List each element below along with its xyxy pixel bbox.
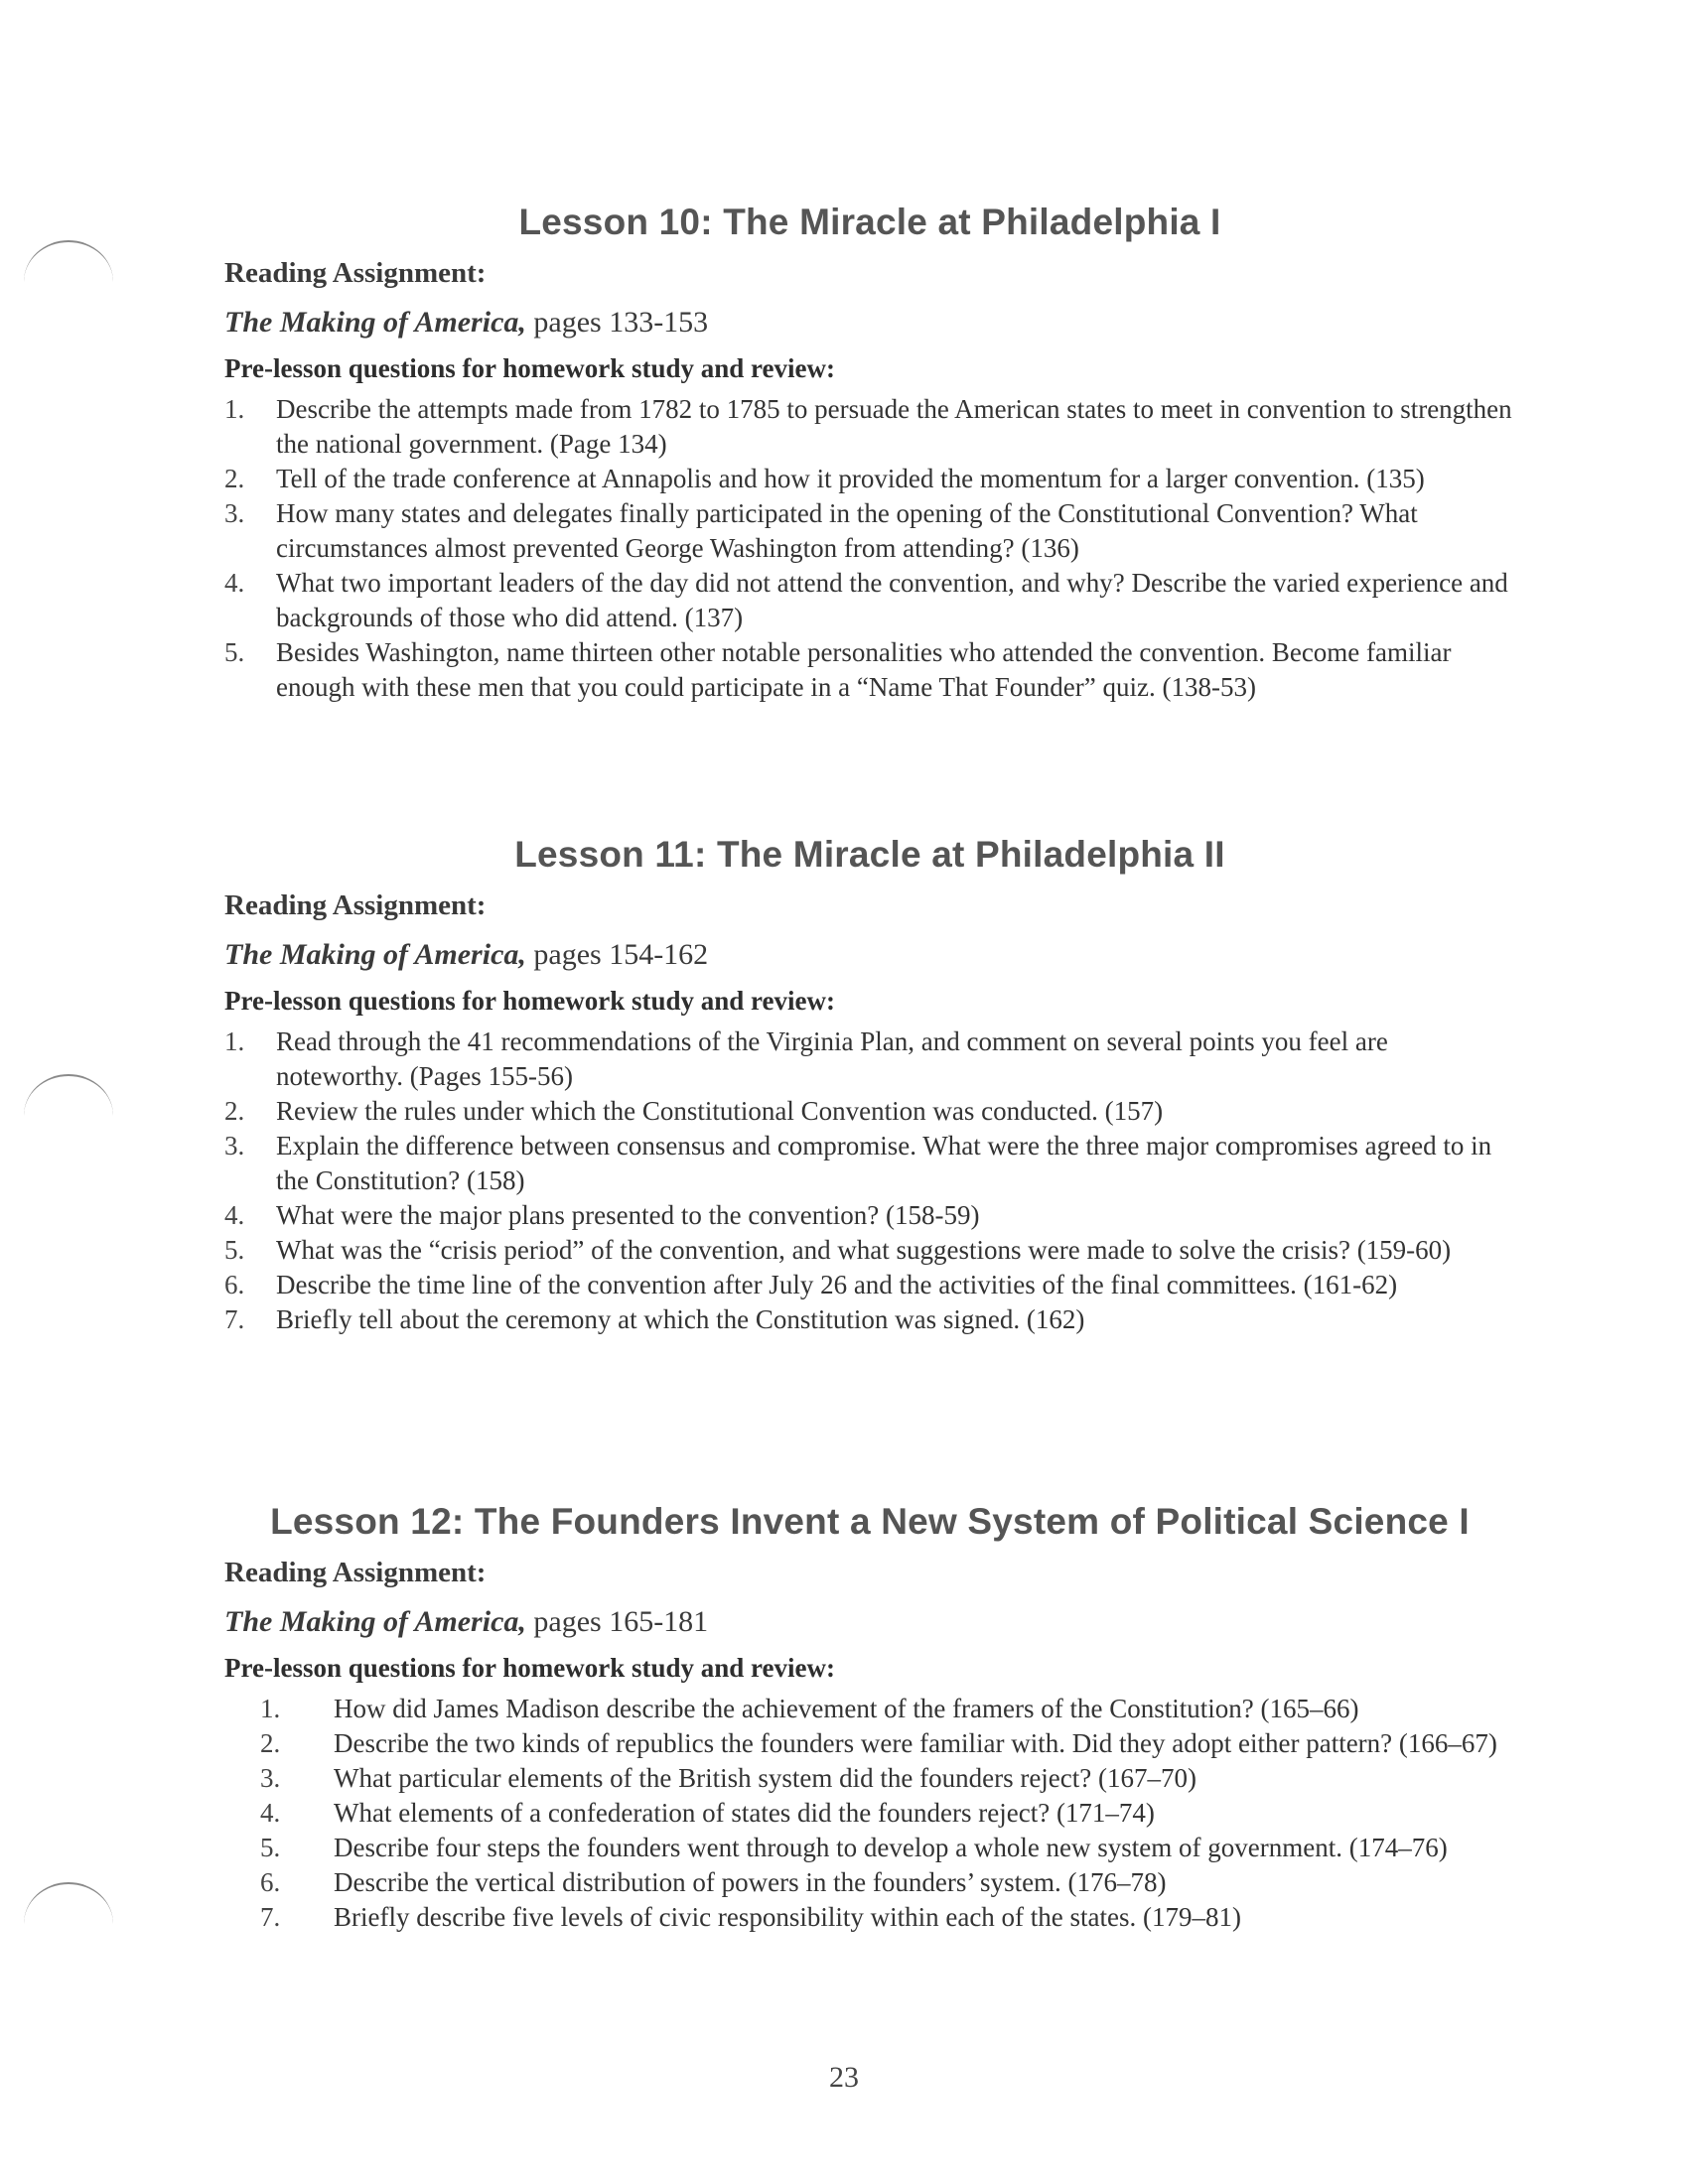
page-range: pages 154-162	[525, 938, 709, 971]
question-text: What was the “crisis period” of the convention, and what suggestions were made to solve the crisis? (159-60)	[276, 1235, 1452, 1265]
reading-assignment-line	[224, 306, 1515, 340]
question-item	[224, 1233, 1515, 1268]
question-item	[224, 462, 1515, 496]
question-item	[224, 1761, 1515, 1796]
question-text: Briefly describe five levels of civic responsibility within each of the states. (179–81)	[334, 1902, 1241, 1932]
question-item	[224, 1865, 1515, 1900]
question-text: What were the major plans presented to the convention? (158-59)	[276, 1200, 980, 1230]
question-number: 6.	[260, 1867, 281, 1897]
lesson-title: Lesson 12: The Founders Invent a New System of Political Science I	[270, 1501, 1470, 1542]
binder-hole-mark	[24, 1074, 113, 1116]
question-number: 1.	[260, 1694, 281, 1723]
reading-assignment-label: Reading Assignment:	[224, 889, 487, 921]
question-number: 4.	[224, 568, 245, 598]
question-text: What two important leaders of the day did not attend the convention, and why? Describe the varied experience and backgrounds of those who did attend. (137)	[276, 568, 1508, 632]
lesson-title: Lesson 11: The Miracle at Philadelphia II	[514, 834, 1225, 875]
book-title: The Making of America,	[224, 938, 526, 971]
question-item	[224, 392, 1515, 462]
question-number: 2.	[224, 464, 245, 493]
question-number: 5.	[224, 1235, 245, 1265]
page-range: pages 133-153	[525, 306, 709, 339]
reading-assignment-line	[224, 1605, 1515, 1639]
question-number: 3.	[224, 498, 245, 528]
question-item	[224, 1796, 1515, 1831]
questions-label: Pre-lesson questions for homework study and review:	[224, 1653, 836, 1683]
book-title: The Making of America,	[224, 1605, 526, 1638]
page-number: 23	[829, 2061, 859, 2094]
question-item	[224, 1831, 1515, 1865]
reading-assignment-line	[224, 938, 1515, 972]
question-text: Tell of the trade conference at Annapolis and how it provided the momentum for a larger convention. (135)	[276, 464, 1425, 493]
lesson-title: Lesson 10: The Miracle at Philadelphia I	[518, 202, 1221, 242]
question-text: What elements of a confederation of states did the founders reject? (171–74)	[334, 1798, 1155, 1828]
question-text: Briefly tell about the ceremony at which the Constitution was signed. (162)	[276, 1304, 1085, 1334]
question-number: 6.	[224, 1270, 245, 1299]
binder-hole-mark	[24, 1882, 113, 1924]
question-item	[224, 1198, 1515, 1233]
question-item	[224, 1692, 1515, 1726]
question-text: How did James Madison describe the achievement of the framers of the Constitution? (165–66)	[334, 1694, 1359, 1723]
question-number: 7.	[260, 1902, 281, 1932]
question-text: Describe the two kinds of republics the founders were familiar with. Did they adopt either pattern? (166–67)	[334, 1728, 1497, 1758]
question-text: Describe four steps the founders went through to develop a whole new system of government. (174–76)	[334, 1833, 1448, 1862]
question-list	[224, 392, 1515, 705]
question-number: 2.	[224, 1096, 245, 1126]
question-number: 1.	[224, 394, 245, 424]
questions-label: Pre-lesson questions for homework study and review:	[224, 353, 836, 383]
questions-label: Pre-lesson questions for homework study and review:	[224, 986, 836, 1016]
question-number: 7.	[224, 1304, 245, 1334]
question-number: 2.	[260, 1728, 281, 1758]
question-number: 1.	[224, 1026, 245, 1056]
page-range: pages 165-181	[525, 1605, 709, 1638]
question-item	[224, 1129, 1515, 1198]
question-text: What particular elements of the British system did the founders reject? (167–70)	[334, 1763, 1196, 1793]
question-item	[224, 566, 1515, 635]
book-title: The Making of America,	[224, 306, 526, 339]
question-number: 4.	[224, 1200, 245, 1230]
question-text: Describe the attempts made from 1782 to 1785 to persuade the American states to meet in convention to strengthen the national government. (Page 134)	[276, 394, 1512, 459]
lesson-11-section	[224, 834, 1515, 1337]
question-list	[224, 1024, 1515, 1337]
lesson-10-section	[224, 202, 1515, 705]
question-number: 4.	[260, 1798, 281, 1828]
question-text: Review the rules under which the Constitutional Convention was conducted. (157)	[276, 1096, 1164, 1126]
question-list	[224, 1692, 1515, 1935]
question-number: 5.	[224, 637, 245, 667]
question-item	[224, 635, 1515, 705]
lesson-12-section	[224, 1501, 1515, 1935]
question-text: Read through the 41 recommendations of the Virginia Plan, and comment on several points you feel are noteworthy. (Pages 155-56)	[276, 1026, 1388, 1091]
binder-hole-mark	[24, 240, 113, 282]
question-item	[224, 1726, 1515, 1761]
question-text: Explain the difference between consensus and compromise. What were the three major compromises agreed to in the Constitution? (158)	[276, 1131, 1492, 1195]
question-text: Describe the time line of the convention after July 26 and the activities of the final committees. (161-62)	[276, 1270, 1398, 1299]
question-number: 5.	[260, 1833, 281, 1862]
question-text: Describe the vertical distribution of powers in the founders’ system. (176–78)	[334, 1867, 1167, 1897]
question-number: 3.	[260, 1763, 281, 1793]
question-item	[224, 1024, 1515, 1094]
question-number: 3.	[224, 1131, 245, 1160]
question-item	[224, 1094, 1515, 1129]
question-text: How many states and delegates finally participated in the opening of the Constitutional Convention? What circumstances almost prevented George Washington from attending? (136)	[276, 498, 1418, 563]
question-text: Besides Washington, name thirteen other notable personalities who attended the convention. Become familiar enough with these men that you could participate in a “Name That Founder” quiz. (138-53)	[276, 637, 1452, 702]
reading-assignment-label: Reading Assignment:	[224, 1557, 487, 1588]
reading-assignment-label: Reading Assignment:	[224, 257, 487, 289]
question-item	[224, 496, 1515, 566]
question-item	[224, 1268, 1515, 1302]
question-item	[224, 1900, 1515, 1935]
question-item	[224, 1302, 1515, 1337]
